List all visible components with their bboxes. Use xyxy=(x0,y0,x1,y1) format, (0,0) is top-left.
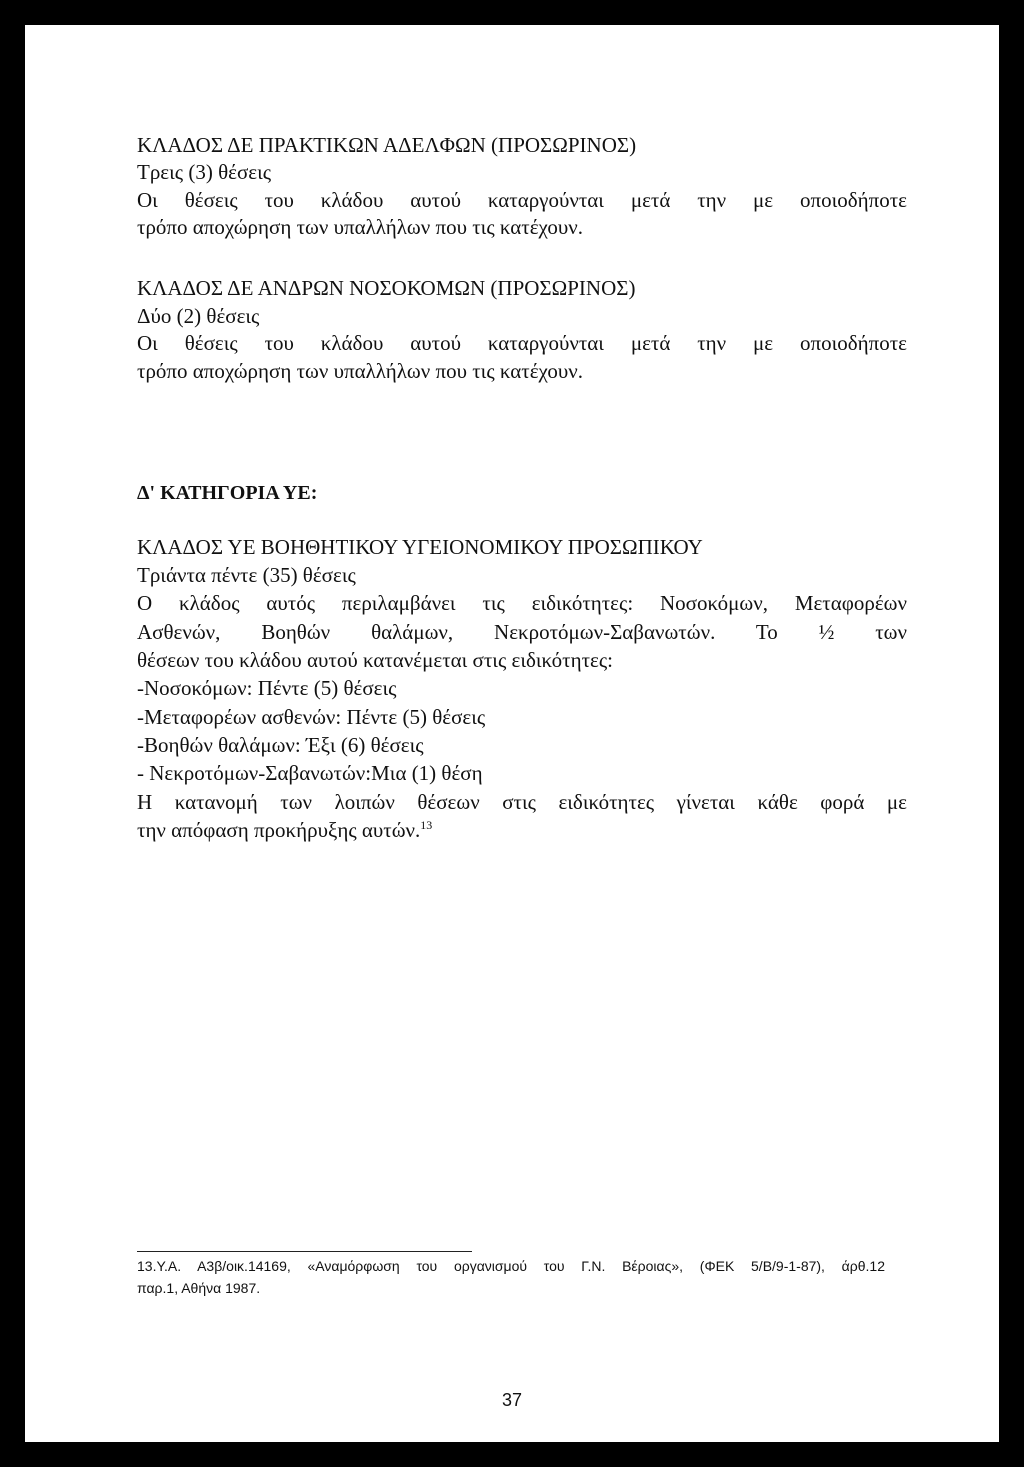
list-item: -Μεταφορέων ασθενών: Πέντε (5) θέσεις xyxy=(137,705,486,729)
section-text: την απόφαση προκήρυξης αυτών. xyxy=(137,818,421,842)
section-text: Η κατανομή των λοιπών θέσεων στις ειδικότητες γίνεται κάθε φορά με xyxy=(137,790,907,814)
section-positions: Δύο (2) θέσεις xyxy=(137,304,260,328)
document-page xyxy=(25,25,999,1442)
footnote-text: 13.Υ.Α. Α3β/οικ.14169, «Αναμόρφωση του οργανισμού του Γ.Ν. Βέροιας», (ΦΕΚ 5/Β/9-1-87), άρθ.12 xyxy=(137,1258,885,1274)
footnote-reference: 13 xyxy=(420,818,433,832)
section-title: ΚΛΑΔΟΣ ΔΕ ΑΝΔΡΩΝ ΝΟΣΟΚΟΜΩΝ (ΠΡΟΣΩΡΙΝΟΣ) xyxy=(137,276,636,300)
list-item: - Νεκροτόμων-Σαβανωτών:Μια (1) θέση xyxy=(137,761,483,785)
section-text-last xyxy=(137,817,432,843)
list-item: -Νοσοκόμων: Πέντε (5) θέσεις xyxy=(137,676,397,700)
section-text: θέσεων του κλάδου αυτού κατανέμεται στις ειδικότητες: xyxy=(137,648,613,672)
footnote-text: παρ.1, Αθήνα 1987. xyxy=(137,1280,261,1296)
section-text: Οι θέσεις του κλάδου αυτού καταργούνται μετά την με οποιοδήποτε xyxy=(137,188,907,212)
section-title: ΚΛΑΔΟΣ ΥΕ ΒΟΗΘΗΤΙΚΟΥ ΥΓΕΙΟΝΟΜΙΚΟΥ ΠΡΟΣΩΠΙΚΟΥ xyxy=(137,535,703,559)
page-number: 37 xyxy=(501,1390,523,1410)
section-positions: Τρεις (3) θέσεις xyxy=(137,160,272,184)
section-positions: Τριάντα πέντε (35) θέσεις xyxy=(137,563,356,587)
category-heading: Δ' ΚΑΤΗΓΟΡΙΑ ΥΕ: xyxy=(137,482,318,504)
section-text: Ο κλάδος αυτός περιλαμβάνει τις ειδικότητες: Νοσοκόμων, Μεταφορέων xyxy=(137,591,907,615)
section-title: ΚΛΑΔΟΣ ΔΕ ΠΡΑΚΤΙΚΩΝ ΑΔΕΛΦΩΝ (ΠΡΟΣΩΡΙΝΟΣ) xyxy=(137,133,637,157)
section-text: Οι θέσεις του κλάδου αυτού καταργούνται μετά την με οποιοδήποτε xyxy=(137,331,907,355)
section-text: Ασθενών, Βοηθών θαλάμων, Νεκροτόμων-Σαβανωτών. Το ½ των xyxy=(137,620,907,644)
section-text: τρόπο αποχώρηση των υπαλλήλων που τις κατέχουν. xyxy=(137,215,584,239)
footnote-divider xyxy=(137,1251,472,1252)
section-text: τρόπο αποχώρηση των υπαλλήλων που τις κατέχουν. xyxy=(137,359,584,383)
list-item: -Βοηθών θαλάμων: Έξι (6) θέσεις xyxy=(137,733,424,757)
